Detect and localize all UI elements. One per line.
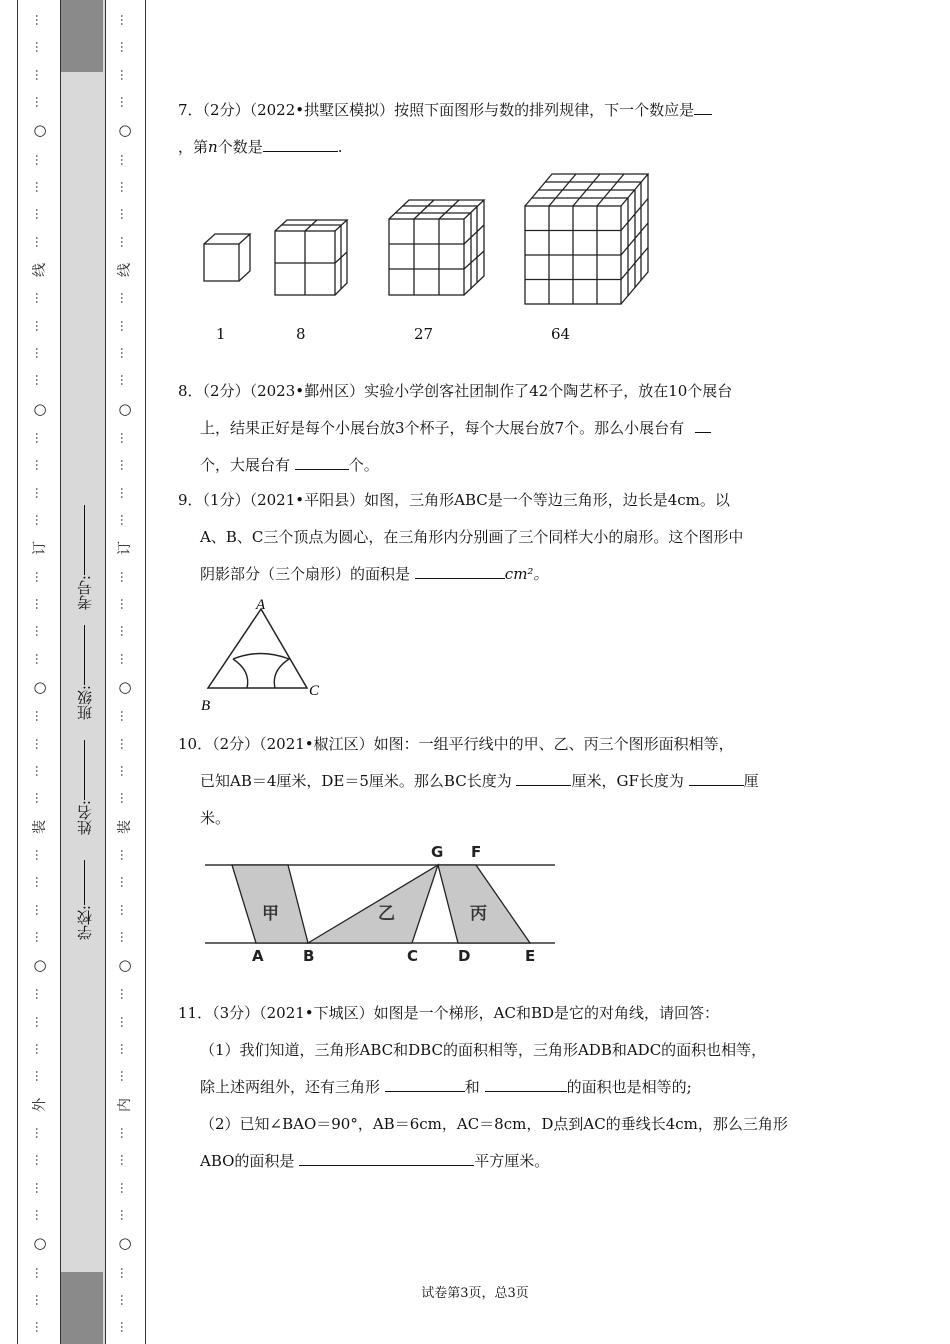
q8-line2: 上，结果正好是每个小展台放3个杯子，每个大展台放7个。那么小展台有 bbox=[200, 419, 685, 437]
inner-binding-glyph: … bbox=[118, 486, 132, 499]
outer-binding-glyph: ○ bbox=[33, 399, 47, 418]
inner-binding-glyph: … bbox=[118, 208, 132, 221]
q8-line3b: 个。 bbox=[348, 456, 379, 474]
outer-binding-glyph: … bbox=[33, 513, 47, 526]
inner-binding-glyph: … bbox=[118, 1321, 132, 1334]
sector-arcs bbox=[233, 654, 289, 689]
outer-binding-glyph: … bbox=[33, 153, 47, 166]
inner-binding-glyph: … bbox=[118, 1070, 132, 1083]
inner-binding-glyph: … bbox=[118, 597, 132, 610]
outer-binding-glyph: … bbox=[33, 625, 47, 638]
cube-label-4: 64 bbox=[551, 325, 571, 343]
q9-unit: cm²。 bbox=[504, 565, 549, 583]
inner-binding-glyph: … bbox=[118, 930, 132, 943]
triangle-label-c: C bbox=[309, 683, 320, 699]
inner-binding-glyph: … bbox=[118, 180, 132, 193]
q7-blank-2[interactable] bbox=[263, 135, 338, 152]
outer-binding-glyph: … bbox=[33, 1070, 47, 1083]
inner-binding-glyph: … bbox=[118, 792, 132, 805]
q7-blank-1[interactable] bbox=[694, 98, 712, 115]
inner-binding-glyph: … bbox=[118, 95, 132, 108]
q9-blank[interactable] bbox=[415, 562, 505, 579]
outer-binding-glyph: … bbox=[33, 1266, 47, 1279]
outer-binding-glyph: … bbox=[33, 235, 47, 248]
inner-binding-glyph: … bbox=[118, 570, 132, 583]
q8-blank-2[interactable] bbox=[295, 453, 349, 470]
q11-blank-3[interactable] bbox=[299, 1149, 474, 1166]
outer-binding-glyph: … bbox=[33, 710, 47, 723]
inner-binding-glyph: ○ bbox=[118, 677, 132, 696]
inner-binding-glyph: … bbox=[118, 513, 132, 526]
q11-line5b: 平方厘米。 bbox=[474, 1152, 550, 1170]
inner-binding-glyph: … bbox=[118, 68, 132, 81]
inner-binding-glyph: … bbox=[118, 652, 132, 665]
outer-binding-glyph: … bbox=[33, 737, 47, 750]
school-label: 学校: bbox=[74, 860, 95, 940]
outer-binding-glyph: … bbox=[33, 374, 47, 387]
inner-binding-glyph: … bbox=[118, 431, 132, 444]
outer-binding-glyph: 线 bbox=[32, 262, 48, 277]
q10-line2b: 厘米，GF长度为 bbox=[571, 772, 684, 790]
inner-binding-glyph: … bbox=[118, 848, 132, 861]
binding-dark-block-top bbox=[61, 0, 103, 72]
name-label: 姓名: bbox=[74, 740, 95, 835]
page-footer: 试卷第3页，总3页 bbox=[421, 1286, 529, 1301]
inner-binding-glyph: … bbox=[118, 876, 132, 889]
outer-binding-glyph: … bbox=[33, 988, 47, 1001]
inner-binding-glyph: 订 bbox=[117, 541, 133, 556]
outer-binding-glyph: … bbox=[33, 14, 47, 26]
outer-binding-glyph: ○ bbox=[33, 121, 47, 140]
inner-binding-glyph: … bbox=[118, 625, 132, 638]
q9-line2: A、B、C三个顶点为圆心，在三角形内分别画了三个同样大小的扇形。这个图形中 bbox=[200, 528, 744, 546]
outer-binding-glyph: … bbox=[33, 1209, 47, 1222]
label-e: E bbox=[525, 947, 536, 965]
exam-no-label: 考号: bbox=[74, 505, 95, 610]
cube-label-2: 8 bbox=[296, 325, 306, 343]
question-9 bbox=[178, 482, 818, 593]
q9-line3a: 阴影部分（三个扇形）的面积是 bbox=[200, 565, 411, 583]
outer-binding-column bbox=[26, 14, 54, 1334]
label-bing: 丙 bbox=[470, 904, 487, 924]
outer-binding-glyph: … bbox=[33, 95, 47, 108]
q11-line2: （1）我们知道，三角形ABC和DBC的面积相等，三角形ADB和ADC的面积也相等， bbox=[200, 1041, 767, 1059]
inner-binding-glyph: … bbox=[118, 764, 132, 777]
inner-binding-glyph: … bbox=[118, 988, 132, 1001]
inner-binding-glyph: … bbox=[118, 1181, 132, 1194]
outer-binding-glyph: … bbox=[33, 1015, 47, 1028]
cube-figure bbox=[195, 168, 665, 318]
inner-binding-glyph: … bbox=[118, 153, 132, 166]
inner-binding-glyph: … bbox=[118, 1043, 132, 1056]
inner-binding-glyph: … bbox=[118, 374, 132, 387]
outer-binding-glyph: … bbox=[33, 1181, 47, 1194]
outer-binding-glyph: … bbox=[33, 486, 47, 499]
inner-binding-glyph: … bbox=[118, 1127, 132, 1140]
outer-border-line bbox=[17, 0, 18, 1344]
q7-line2end: . bbox=[337, 138, 343, 156]
outer-binding-glyph: ○ bbox=[33, 956, 47, 975]
outer-binding-glyph: … bbox=[33, 1294, 47, 1307]
label-f: F bbox=[471, 843, 482, 861]
inner-binding-glyph: 内 bbox=[117, 1097, 133, 1112]
inner-binding-glyph: … bbox=[118, 1015, 132, 1028]
outer-binding-glyph: … bbox=[33, 764, 47, 777]
triangle-label-a: A bbox=[256, 597, 266, 613]
question-8 bbox=[178, 373, 818, 484]
outer-binding-glyph: … bbox=[33, 68, 47, 81]
outer-binding-glyph: ○ bbox=[33, 1234, 47, 1253]
inner-binding-glyph: … bbox=[118, 737, 132, 750]
outer-binding-glyph: … bbox=[33, 41, 47, 54]
q10-line3: 米。 bbox=[200, 809, 231, 827]
outer-binding-glyph: ○ bbox=[33, 677, 47, 696]
outer-binding-glyph: … bbox=[33, 319, 47, 332]
q8-blank-1[interactable] bbox=[695, 416, 711, 433]
q8-line3a: 个，大展台有 bbox=[200, 456, 291, 474]
q11-blank-2[interactable] bbox=[485, 1075, 567, 1092]
label-b: B bbox=[303, 947, 315, 965]
outer-binding-glyph: … bbox=[33, 792, 47, 805]
inner-binding-glyph: … bbox=[118, 319, 132, 332]
outer-binding-glyph: … bbox=[33, 180, 47, 193]
cube-2x2 bbox=[275, 220, 347, 295]
outer-binding-glyph: … bbox=[33, 876, 47, 889]
q10-line2c: 厘 bbox=[743, 772, 759, 790]
label-yi: 乙 bbox=[378, 904, 395, 924]
outer-binding-glyph: … bbox=[33, 1321, 47, 1334]
inner-binding-column bbox=[111, 14, 139, 1334]
q7-line2b: 个数是 bbox=[217, 138, 263, 156]
cube-label-3: 27 bbox=[414, 325, 434, 343]
triangle-figure bbox=[195, 595, 335, 715]
inner-border-line bbox=[145, 0, 146, 1344]
label-d: D bbox=[458, 947, 471, 965]
shape-yi bbox=[308, 865, 438, 943]
q7-var-n: n bbox=[208, 138, 218, 156]
cube-3x3 bbox=[389, 200, 484, 295]
inner-binding-glyph: … bbox=[118, 1154, 132, 1167]
q11-line4: （2）已知∠BAO＝90°，AB＝6cm，AC＝8cm，D点到AC的垂线长4cm，那么三角形 bbox=[200, 1115, 788, 1133]
outer-binding-glyph: … bbox=[33, 292, 47, 305]
q11-line3b: 和 bbox=[464, 1078, 480, 1096]
inner-binding-glyph: … bbox=[118, 459, 132, 472]
label-g: G bbox=[431, 843, 444, 861]
inner-binding-glyph: … bbox=[118, 14, 132, 26]
triangle-label-b: B bbox=[201, 698, 211, 714]
inner-binding-glyph: … bbox=[118, 346, 132, 359]
q8-line1: 8．（2分）（2023•鄞州区）实验小学创客社团制作了42个陶艺杯子，放在10个展台 bbox=[178, 382, 733, 400]
outer-binding-glyph: … bbox=[33, 459, 47, 472]
label-c: C bbox=[407, 947, 419, 965]
inner-binding-glyph: ○ bbox=[118, 399, 132, 418]
outer-binding-glyph: … bbox=[33, 652, 47, 665]
parallel-lines-figure bbox=[200, 838, 560, 968]
label-a: A bbox=[252, 947, 264, 965]
inner-binding-glyph: ○ bbox=[118, 1234, 132, 1253]
inner-binding-glyph: 线 bbox=[117, 262, 133, 277]
outer-binding-glyph: … bbox=[33, 431, 47, 444]
q10-line1: 10．（2分）（2021•椒江区）如图：一组平行线中的甲、乙、丙三个图形面积相等， bbox=[178, 735, 734, 753]
cube-4x4 bbox=[525, 174, 648, 304]
inner-binding-glyph: … bbox=[118, 1266, 132, 1279]
outer-binding-glyph: 订 bbox=[32, 541, 48, 556]
q7-line1: 7．（2分）（2022•拱墅区模拟）按照下面图形与数的排列规律，下一个数应是 bbox=[178, 101, 695, 119]
cube-label-1: 1 bbox=[216, 325, 226, 343]
outer-binding-glyph: … bbox=[33, 1154, 47, 1167]
question-10 bbox=[178, 726, 818, 837]
outer-binding-glyph: … bbox=[33, 597, 47, 610]
outer-binding-glyph: … bbox=[33, 346, 47, 359]
inner-binding-glyph: … bbox=[118, 41, 132, 54]
inner-binding-glyph: … bbox=[118, 903, 132, 916]
class-label: 班级: bbox=[74, 625, 95, 720]
inner-binding-glyph: … bbox=[118, 1294, 132, 1307]
outer-binding-glyph: … bbox=[33, 903, 47, 916]
q9-line1: 9．（1分）（2021•平阳县）如图，三角形ABC是一个等边三角形，边长是4cm。以 bbox=[178, 491, 730, 509]
inner-binding-glyph: 装 bbox=[117, 819, 133, 834]
outer-binding-glyph: … bbox=[33, 570, 47, 583]
q11-line3c: 的面积也是相等的; bbox=[566, 1078, 692, 1096]
outer-binding-glyph: … bbox=[33, 930, 47, 943]
label-jia: 甲 bbox=[262, 904, 279, 924]
outer-binding-glyph: 装 bbox=[32, 819, 48, 834]
outer-binding-glyph: 外 bbox=[32, 1097, 48, 1112]
cube-1x1 bbox=[204, 234, 250, 281]
q11-line1: 11．（3分）（2021•下城区）如图是一个梯形，AC和BD是它的对角线，请回答： bbox=[178, 1004, 720, 1022]
q7-line2a: ，第 bbox=[178, 138, 209, 156]
q11-line5a: ABO的面积是 bbox=[200, 1152, 295, 1170]
inner-binding-glyph: ○ bbox=[118, 121, 132, 140]
question-7 bbox=[178, 92, 818, 166]
q10-blank-1[interactable] bbox=[516, 769, 571, 786]
inner-binding-glyph: … bbox=[118, 1209, 132, 1222]
inner-binding-glyph: … bbox=[118, 292, 132, 305]
outer-binding-glyph: … bbox=[33, 1043, 47, 1056]
q11-blank-1[interactable] bbox=[385, 1075, 465, 1092]
inner-binding-glyph: ○ bbox=[118, 956, 132, 975]
outer-binding-glyph: … bbox=[33, 848, 47, 861]
inner-binding-glyph: … bbox=[118, 235, 132, 248]
q11-line3a: 除上述两组外，还有三角形 bbox=[200, 1078, 381, 1096]
outer-binding-glyph: … bbox=[33, 208, 47, 221]
q10-line2a: 已知AB＝4厘米，DE＝5厘米。那么BC长度为 bbox=[200, 772, 512, 790]
q10-blank-2[interactable] bbox=[689, 769, 744, 786]
question-11 bbox=[178, 995, 818, 1180]
outer-binding-glyph: … bbox=[33, 1127, 47, 1140]
inner-binding-glyph: … bbox=[118, 710, 132, 723]
